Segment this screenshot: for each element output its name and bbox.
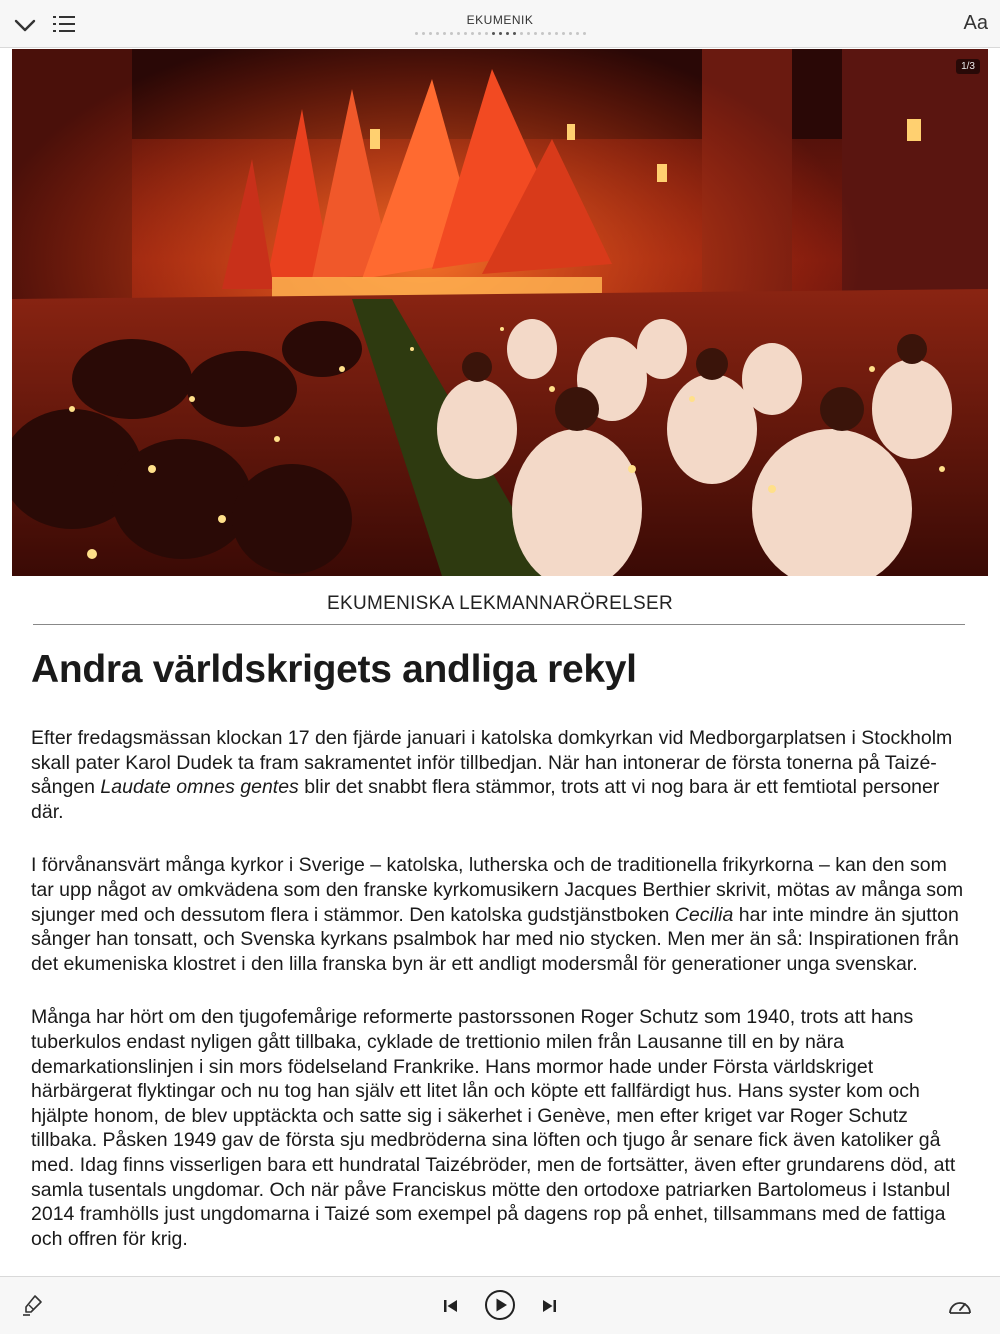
paragraph-text: Många har hört om den tjugofemårige reformerte pastorssonen Roger Schutz som 1940, trots att hans tuberkulos endast nyligen gått tillbaka, cyklade de trettionio milen från Lausanne till en by nära demarkationslinjen i sin mors födelseland Frankrike. Hans mormor hade under Första världskriget härbärgerat flyktingar och nu tog han själv ett litet lån och köpte ett fallfärdigt hus. Hans syster kom och hjälpte honom, de blev upptäckta och satte sig i säkerhet i Genève, men efter kriget var Roger Schutz tillbaka. Påsken 1949 gav de första sju medbröderna sina löften och tjugo år senare fick även katoliker gå med. Idag finns visserligen bara ett hundratal Taizébröder, men de fortsätter, även efter grundarens död, att samla tusentals ungdomar. Och när påve Franciskus mötte den ortodoxe patriarken Bartolomeus i Istanbul 2014 framhölls just ungdomarna i Taizé som exempel på dagens rop på enhet, tillsammans med de fattiga och offren för krig. <box>31 1006 956 1250</box>
page-dot <box>520 32 523 35</box>
skip-next-icon[interactable] <box>539 1296 559 1316</box>
page-dot <box>548 32 551 35</box>
article-body <box>31 726 971 1280</box>
page-dot <box>422 32 425 35</box>
page-dot <box>485 32 488 35</box>
highlighter-icon[interactable] <box>20 1293 44 1317</box>
paragraph <box>31 726 971 824</box>
page-dot <box>415 32 418 35</box>
italic-title: Laudate omnes gentes <box>100 776 299 799</box>
paragraph-text: har inte mindre än sjutton sånger han tonsatt, och Svenska kyrkans psalmbok har med nio stycken. Men mer än så: Inspirationen från det ekumeniska klostret i den lilla franska byn är ett andligt modersmål för generationer unga svenskar. <box>31 903 959 975</box>
page-dot <box>443 32 446 35</box>
page-dot <box>555 32 558 35</box>
article-headline: Andra världskrigets andliga rekyl <box>31 648 637 691</box>
page-dot <box>541 32 544 35</box>
page-dot <box>464 32 467 35</box>
page-dot <box>471 32 474 35</box>
page-dot <box>457 32 460 35</box>
page-dot <box>492 32 495 35</box>
italic-title: Cecilia <box>674 903 734 926</box>
page-dot <box>436 32 439 35</box>
page-dot <box>534 32 537 35</box>
play-icon[interactable] <box>484 1289 516 1321</box>
paragraph-text: Efter fredagsmässan klockan 17 den fjärde januari i katolska domkyrkan vid Medborgarplatsen i Stockholm skall pater Karol Dudek ta fram sakramentet inför tillbedjan. När han intonerar de första tonerna på Taizé-sången <box>31 727 953 799</box>
paragraph <box>31 1005 971 1251</box>
page-dot <box>576 32 579 35</box>
font-size-button[interactable]: Aa <box>963 12 988 34</box>
page-dot <box>583 32 586 35</box>
page-dot <box>569 32 572 35</box>
page-dot <box>429 32 432 35</box>
speedometer-icon[interactable] <box>947 1295 973 1317</box>
paragraph <box>31 853 971 976</box>
page-dot <box>513 32 516 35</box>
hero-photo[interactable] <box>12 49 988 576</box>
skip-previous-icon[interactable] <box>441 1296 461 1316</box>
divider <box>33 624 965 625</box>
image-counter: 1/3 <box>956 59 980 74</box>
article-kicker: EKUMENISKA LEKMANNARÖRELSER <box>327 593 673 614</box>
section-title: EKUMENIK <box>466 13 534 27</box>
page-dot-current <box>506 32 509 35</box>
candlelit-church-photo <box>12 49 988 576</box>
paragraph-text: I förvånansvärt många kyrkor i Sverige – katolska, lutherska och de traditionella frikyrkorna – kan den som tar upp något av omkvädena som den franske kyrkomusikern Jacques Berthier skrivit, mötas av många som sjunger med och dessutom flera i stämmor. Den katolska gudstjänstboken <box>31 854 964 926</box>
page-dot <box>478 32 481 35</box>
page-dot <box>499 32 502 35</box>
paragraph-text: blir det snabbt flera stämmor, trots att vi nog bara är ett femtiotal personer där. <box>31 776 940 823</box>
page-dot <box>450 32 453 35</box>
page-dot <box>527 32 530 35</box>
page-dot <box>562 32 565 35</box>
page-position-indicator[interactable] <box>0 32 1000 35</box>
top-bar <box>0 0 1000 48</box>
bottom-bar <box>0 1276 1000 1334</box>
